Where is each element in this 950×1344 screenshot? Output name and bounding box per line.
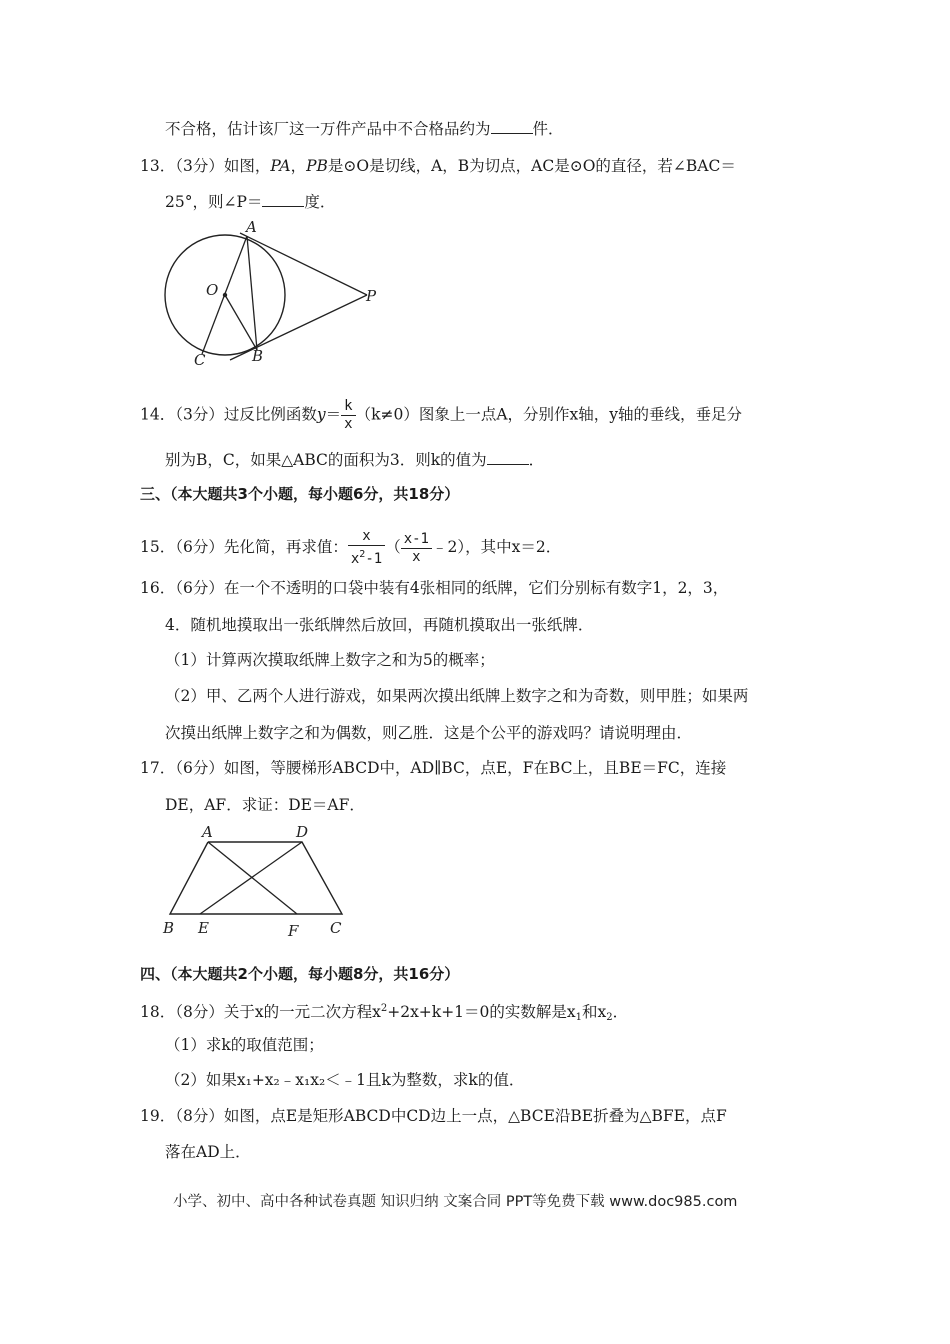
q17-figure [160, 822, 355, 940]
section4-title: 四、（本大题共2个小题，每小题8分，共16分） [140, 965, 460, 983]
q18-text-c: 和x [582, 1003, 607, 1021]
q14-text: （k≠0）图象上一点A，分别作x轴，y轴的垂线，垂足分 [355, 405, 743, 424]
q13-line2 [165, 190, 335, 213]
q18-sub2: 2 [606, 1012, 613, 1023]
q19-number: 19． [140, 1107, 176, 1125]
q17-text-1: （6分）如图，等腰梯形ABCD中，AD∥BC，点E，F在BC上，且BE＝FC，连接 [175, 759, 727, 777]
segment-af [208, 842, 297, 914]
q16-part1: （1）计算两次摸取纸牌上数字之和为5的概率； [165, 651, 495, 669]
q15-close: ﹣2），其中x＝2． [432, 538, 562, 556]
q16-number: 16． [140, 579, 176, 597]
q12-tail-line [165, 117, 564, 140]
q18-text-b: +2x+k+1＝0的实数解是x [387, 1003, 576, 1021]
q17-number: 17． [140, 759, 176, 777]
page-footer: 小学、初中、高中各种试卷真题 知识归纳 文案合同 PPT等免费下载 www.doc985.com [173, 1194, 738, 1210]
label-a: A [202, 823, 213, 841]
q14-answer-blank[interactable] [487, 448, 529, 465]
q12-suffix: 件． [532, 120, 564, 138]
q14-number: 14． [140, 405, 176, 424]
q15-frac1-num: x [362, 528, 371, 544]
label-c: C [330, 919, 342, 937]
q12-tail-text: 不合格，估计该厂这一万件产品中不合格品约为 [165, 120, 491, 138]
q13-text-2: 25°，则∠P＝ [165, 193, 263, 211]
q16-line2: 4．随机地摸取出一张纸牌然后放回，再随机摸取出一张纸牌． [165, 616, 594, 634]
q15-open-paren: （ [385, 538, 401, 556]
q14-score: （3分）过反比例函数 [175, 405, 317, 424]
q15-number: 15． [140, 538, 176, 556]
label-e: E [198, 919, 209, 937]
q14-line2 [165, 448, 544, 471]
q13-figure [160, 218, 385, 368]
q18-number: 18． [140, 1003, 176, 1021]
q13-number: 13． [140, 157, 176, 175]
q15-frac2-den: x [401, 548, 432, 566]
q19-text-1: （8分）如图，点E是矩形ABCD中CD边上一点，△BCE沿BE折叠为△BFE，点F [175, 1107, 727, 1125]
q15-fraction-2 [401, 531, 432, 566]
q15-line [140, 528, 561, 568]
label-a: A [246, 218, 257, 236]
q17-line1 [140, 757, 726, 779]
q13-line1: 13．（3分）如图，PA，PB是⊙O是切线，A，B为切点，AC是⊙O的直径，若∠BAC＝ [140, 157, 736, 175]
label-b: B [252, 347, 264, 365]
q14-suffix: ． [528, 451, 545, 469]
label-b: B [163, 919, 175, 937]
label-c: C [194, 351, 206, 368]
q18-part1: （1）求k的取值范围； [165, 1036, 324, 1054]
q18-part2: （2）如果x₁+x₂﹣x₁x₂＜﹣1且k为整数，求k的值． [165, 1071, 525, 1089]
q15-frac2-num: x-1 [403, 530, 429, 547]
q18-text-a: （8分）关于x的一元二次方程x [175, 1003, 381, 1021]
q14-text-2: 别为B，C，如果△ABC的面积为3．则k的值为 [165, 451, 487, 469]
q19-line2: 落在AD上． [165, 1143, 251, 1161]
q18-text-d: ． [612, 1003, 629, 1021]
q16-line1 [140, 577, 728, 599]
q14-frac-num: k [344, 398, 353, 414]
q18-exponent: 2 [380, 1003, 388, 1014]
q15-score: （6分）先化简，再求值： [175, 538, 348, 556]
q13-answer-blank[interactable] [262, 190, 304, 207]
section3-title: 三、（本大题共3个小题，每小题6分，共18分） [140, 485, 460, 503]
q14-fraction [341, 398, 355, 433]
q12-answer-blank[interactable] [491, 117, 533, 134]
label-o: O [206, 281, 219, 299]
q14-line1: 14．（3分）过反比例函数y＝ $\frac{k}{x}$ （k≠0）图象上一点A，分别作x轴，y轴的垂线，垂足分 [140, 398, 743, 432]
trapezoid-abcd [170, 842, 342, 914]
center-dot [223, 293, 227, 297]
q14-frac-den: x [341, 415, 355, 433]
q13-text: 是⊙O是切线，A，B为切点，AC是⊙O的直径，若∠BAC＝ [327, 157, 736, 175]
q17-line2: DE，AF．求证：DE＝AF． [165, 796, 365, 814]
label-d: D [296, 823, 309, 841]
q16-part2-line1: （2）甲、乙两个人进行游戏，如果两次摸出纸牌上数字之和为奇数，则甲胜；如果两 [165, 687, 749, 705]
tangent-pa [240, 233, 367, 295]
q18-line1 [140, 998, 628, 1029]
q16-part2-line2: 次摸出纸牌上数字之和为偶数，则乙胜．这是个公平的游戏吗？请说明理由． [165, 724, 693, 742]
label-f: F [288, 922, 299, 940]
radius-ob [225, 295, 257, 350]
q18-sub1: 1 [575, 1012, 583, 1023]
q19-line1 [140, 1105, 727, 1127]
q13-suffix: 度． [304, 193, 336, 211]
chord-ab [247, 236, 257, 350]
q16-text-1: （6分）在一个不透明的口袋中装有4张相同的纸牌，它们分别标有数字1，2，3， [175, 579, 729, 597]
segment-de [200, 842, 302, 914]
tangent-pb [230, 295, 367, 360]
q13-score: （3分）如图， [175, 157, 271, 175]
label-p: P [366, 287, 377, 305]
q15-fraction-1 [348, 528, 385, 568]
q15-frac1-den: $x^2-1$ [348, 545, 385, 568]
